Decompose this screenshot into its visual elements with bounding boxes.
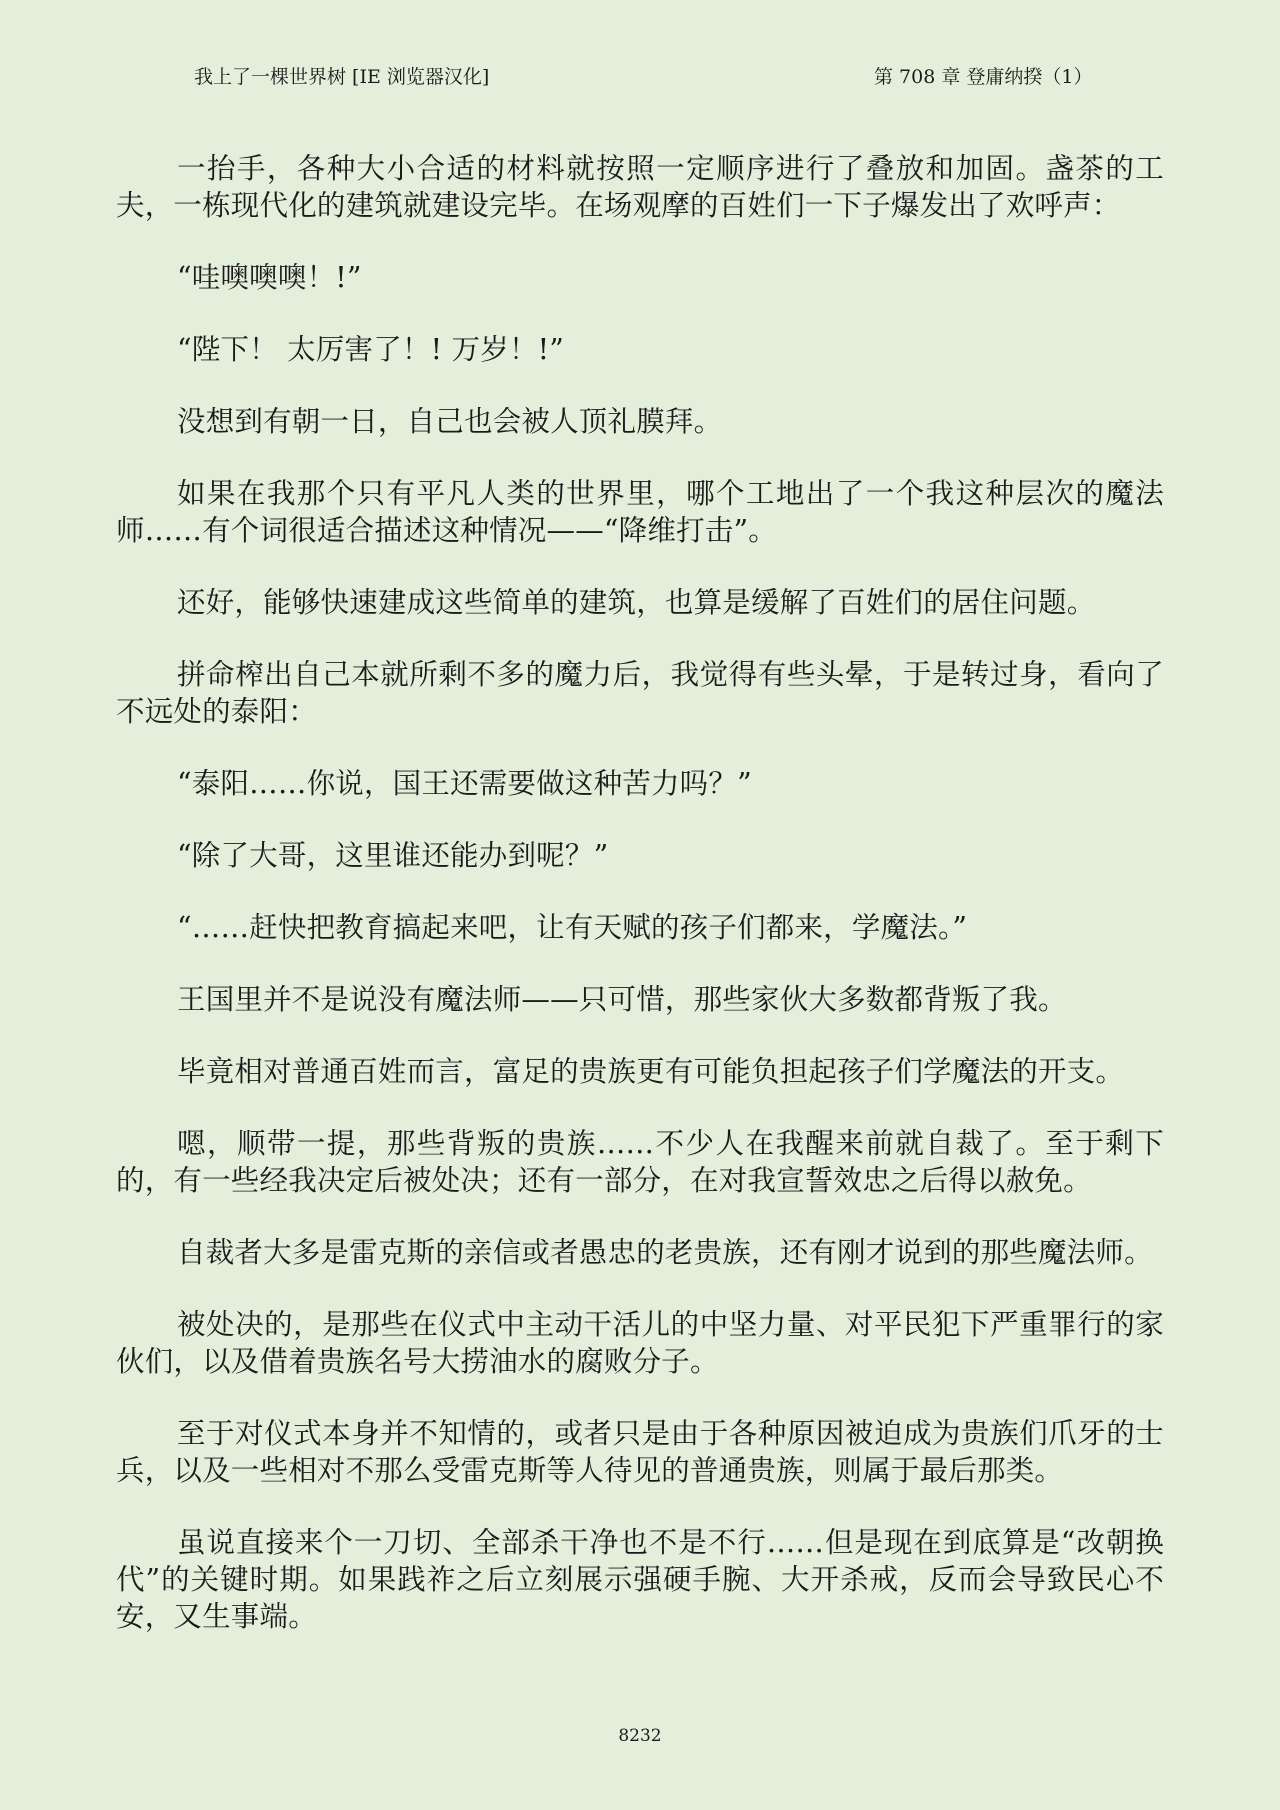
paragraph: “……赶快把教育搞起来吧，让有天赋的孩子们都来，学魔法。” [177,911,968,944]
paragraph: 没想到有朝一日，自己也会被人顶礼膜拜。 [177,405,723,438]
paragraph: 至于对仪式本身并不知情的，或者只是由于各种原因被迫成为贵族们爪牙的士兵，以及一些相对不那么受雷克斯等人待见的普通贵族，则属于最后那类。 [116,1417,1164,1487]
book-title: 我上了一棵世界树 [IE 浏览器汉化] [194,66,490,88]
page-header [0,56,1280,96]
paragraph: 一抬手，各种大小合适的材料就按照一定顺序进行了叠放和加固。盏茶的工夫，一栋现代化的建筑就建设完毕。在场观摩的百姓们一下子爆发出了欢呼声： [116,152,1164,222]
chapter-body [116,150,1164,1710]
paragraph: 王国里并不是说没有魔法师——只可惜，那些家伙大多数都背叛了我。 [177,983,1067,1016]
paragraph: “泰阳……你说，国王还需要做这种苦力吗？” [177,767,752,800]
paragraph: “陛下！ 太厉害了！! 万岁！!” [177,333,565,366]
paragraph: 毕竟相对普通百姓而言，富足的贵族更有可能负担起孩子们学魔法的开支。 [177,1055,1125,1088]
paragraph: 被处决的，是那些在仪式中主动干活儿的中坚力量、对平民犯下严重罪行的家伙们，以及借着贵族名号大捞油水的腐败分子。 [116,1308,1164,1378]
paragraph: 嗯，顺带一提，那些背叛的贵族……不少人在我醒来前就自裁了。至于剩下的，有一些经我决定后被处决；还有一部分，在对我宣誓效忠之后得以赦免。 [116,1127,1164,1197]
paragraph: “哇噢噢噢！!” [177,261,362,294]
paragraph: 如果在我那个只有平凡人类的世界里，哪个工地出了一个我这种层次的魔法师……有个词很适合描述这种情况——“降维打击”。 [116,477,1164,547]
chapter-title: 第 708 章 登庸纳揆（1） [874,66,1093,88]
paragraph: 自裁者大多是雷克斯的亲信或者愚忠的老贵族，还有刚才说到的那些魔法师。 [177,1236,1153,1269]
page-number: 8232 [618,1726,662,1746]
paragraph: 拼命榨出自己本就所剩不多的魔力后，我觉得有些头晕，于是转过身，看向了不远处的泰阳： [116,658,1164,728]
paragraph: 虽说直接来个一刀切、全部杀干净也不是不行……但是现在到底算是“改朝换代”的关键时期。如果践祚之后立刻展示强硬手腕、大开杀戒，反而会导致民心不安，又生事端。 [116,1526,1164,1633]
paragraph: 还好，能够快速建成这些简单的建筑，也算是缓解了百姓们的居住问题。 [177,586,1096,619]
paragraph: “除了大哥，这里谁还能办到呢？” [177,839,609,872]
